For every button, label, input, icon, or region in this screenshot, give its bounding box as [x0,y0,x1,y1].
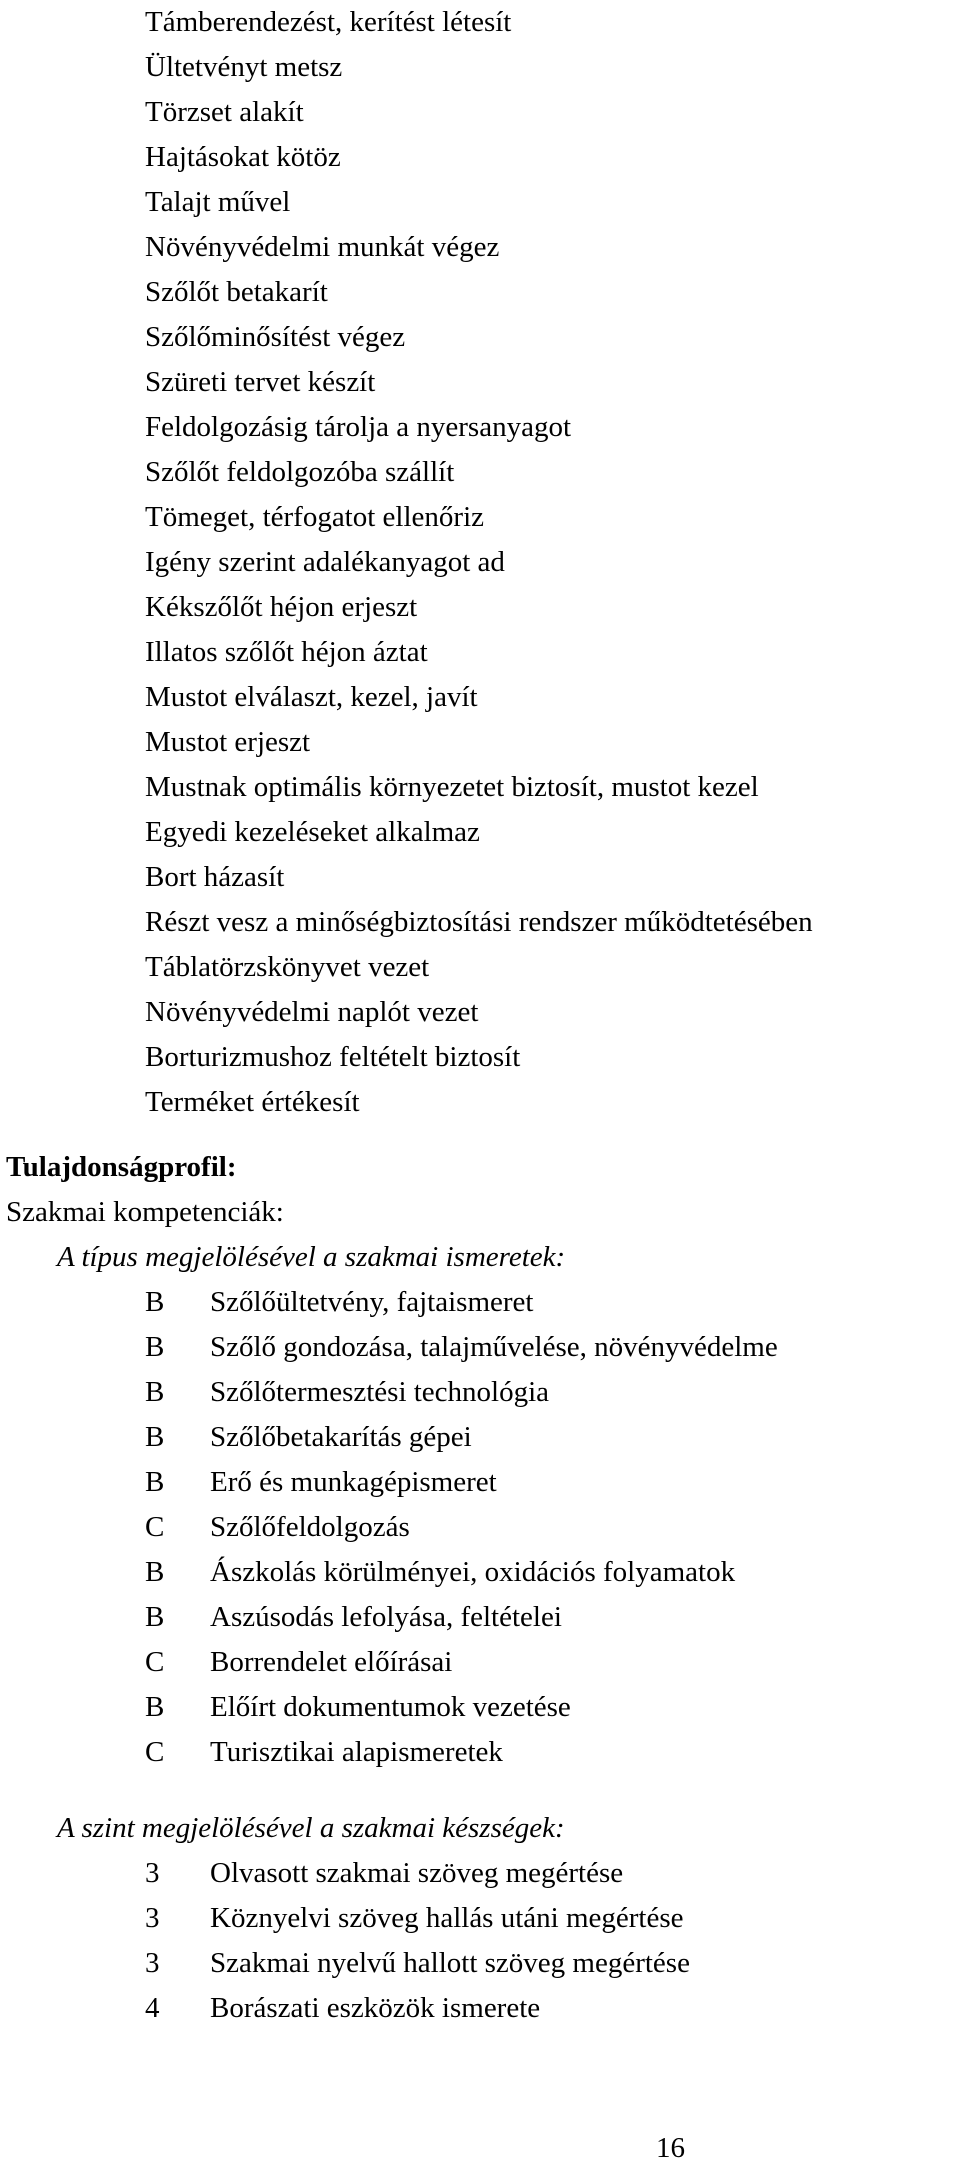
task-item: Szőlőt feldolgozóba szállít [145,456,455,488]
knowledge-label: Szőlőültetvény, fajtaismeret [210,1286,534,1318]
knowledge-heading: A típus megjelölésével a szakmai ismeretek: [57,1241,566,1273]
task-item: Kékszőlőt héjon erjeszt [145,591,418,623]
task-item: Szüreti tervet készít [145,366,376,398]
knowledge-label: Szőlőbetakarítás gépei [210,1421,472,1453]
task-item: Mustnak optimális környezetet biztosít, mustot kezel [145,771,759,803]
type-code: C [145,1646,165,1678]
type-code: B [145,1691,165,1723]
knowledge-label: Borrendelet előírásai [210,1646,453,1678]
task-item: Táblatörzskönyvet vezet [145,951,430,983]
type-code: B [145,1331,165,1363]
type-code: B [145,1376,165,1408]
knowledge-label: Szőlőfeldolgozás [210,1511,410,1543]
type-code: B [145,1601,165,1633]
knowledge-label: Szőlő gondozása, talajművelése, növényvédelme [210,1331,778,1363]
level-code: 4 [145,1992,160,2024]
profile-subtitle: Szakmai kompetenciák: [6,1196,284,1228]
task-item: Talajt művel [145,186,291,218]
knowledge-label: Turisztikai alapismeretek [210,1736,503,1768]
knowledge-label: Aszúsodás lefolyása, feltételei [210,1601,562,1633]
task-item: Illatos szőlőt héjon áztat [145,636,428,668]
task-item: Terméket értékesít [145,1086,360,1118]
type-code: B [145,1286,165,1318]
level-code: 3 [145,1857,160,1889]
task-item: Borturizmushoz feltételt biztosít [145,1041,521,1073]
task-item: Feldolgozásig tárolja a nyersanyagot [145,411,572,443]
skill-label: Szakmai nyelvű hallott szöveg megértése [210,1947,690,1979]
knowledge-label: Ászkolás körülményei, oxidációs folyamatok [210,1556,736,1588]
task-item: Igény szerint adalékanyagot ad [145,546,505,578]
task-item: Törzset alakít [145,96,304,128]
skills-heading: A szint megjelölésével a szakmai készségek: [57,1812,565,1844]
type-code: B [145,1556,165,1588]
task-item: Szőlőminősítést végez [145,321,406,353]
task-item: Egyedi kezeléseket alkalmaz [145,816,480,848]
task-list [145,0,813,1125]
type-code: B [145,1466,165,1498]
type-code: B [145,1421,165,1453]
task-item: Ültetvényt metsz [145,51,343,83]
task-item: Támberendezést, kerítést létesít [145,6,512,38]
task-item: Részt vesz a minőségbiztosítási rendszer működtetésében [145,906,813,938]
task-item: Mustot erjeszt [145,726,311,758]
page-number: 16 [656,2132,685,2164]
knowledge-label: Erő és munkagépismeret [210,1466,497,1498]
type-code: C [145,1511,165,1543]
task-item: Hajtásokat kötöz [145,141,341,173]
type-code: C [145,1736,165,1768]
profile-title: Tulajdonságprofil: [6,1151,237,1183]
knowledge-label: Előírt dokumentumok vezetése [210,1691,571,1723]
level-code: 3 [145,1947,160,1979]
task-item: Bort házasít [145,861,285,893]
level-code: 3 [145,1902,160,1934]
skill-label: Olvasott szakmai szöveg megértése [210,1857,624,1889]
task-item: Tömeget, térfogatot ellenőriz [145,501,484,533]
task-item: Mustot elválaszt, kezel, javít [145,681,478,713]
knowledge-label: Szőlőtermesztési technológia [210,1376,550,1408]
task-item: Növényvédelmi naplót vezet [145,996,479,1028]
task-item: Növényvédelmi munkát végez [145,231,500,263]
skill-label: Köznyelvi szöveg hallás utáni megértése [210,1902,684,1934]
skill-label: Borászati eszközök ismerete [210,1992,541,2024]
task-item: Szőlőt betakarít [145,276,328,308]
